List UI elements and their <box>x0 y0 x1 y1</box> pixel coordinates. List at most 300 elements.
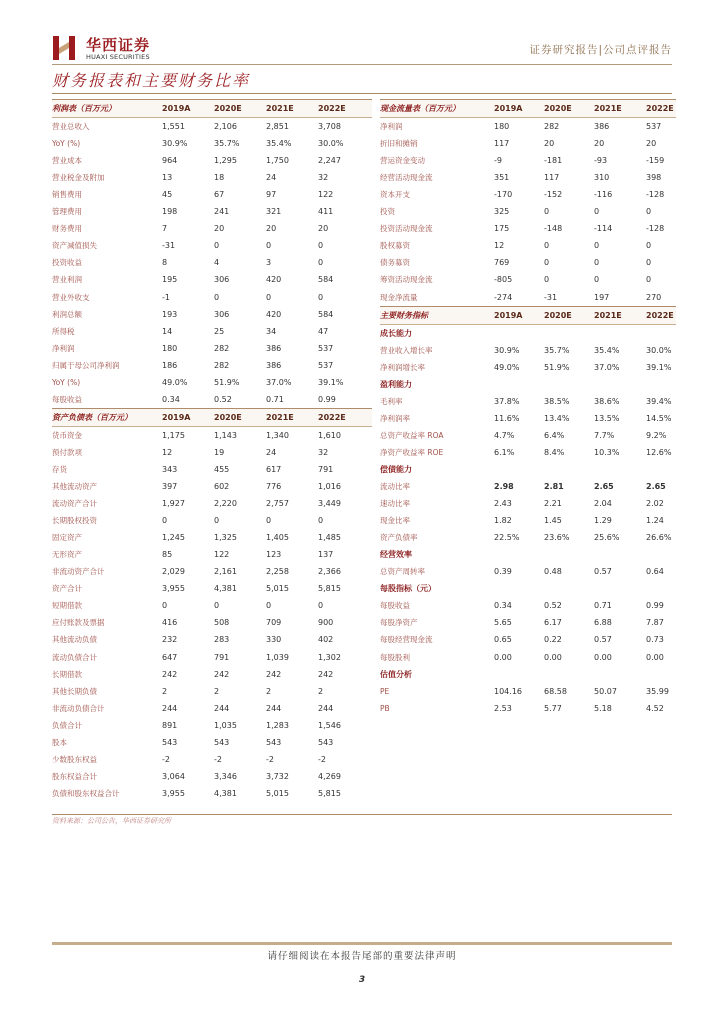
cell-value: 68.58 <box>544 686 567 696</box>
cell-value: 1.82 <box>494 516 512 526</box>
table-row <box>52 203 372 220</box>
cell-value: 2 <box>266 686 272 696</box>
table-subheader-row <box>380 325 676 342</box>
cell-value: 1,340 <box>266 430 289 440</box>
table-row <box>380 512 676 529</box>
cell-value: 964 <box>162 156 178 166</box>
cell-value: 1,175 <box>162 430 185 440</box>
row-label: 财务费用 <box>52 224 82 234</box>
cell-value: 38.6% <box>594 396 620 406</box>
row-label: 总资产周转率 <box>380 567 425 577</box>
cell-value: 584 <box>318 275 334 285</box>
row-label: 营业利润 <box>52 275 82 285</box>
cell-value: 306 <box>214 309 230 319</box>
cell-value: 39.1% <box>646 362 672 372</box>
table-subheader-row <box>380 546 676 563</box>
cell-value: 232 <box>162 635 178 645</box>
cell-value: 242 <box>162 669 178 679</box>
cell-value: 508 <box>214 618 230 628</box>
table-row <box>52 237 372 254</box>
table-subheader-row <box>380 376 676 393</box>
year-header: 2021E <box>266 104 294 113</box>
row-label: 速动比率 <box>380 499 410 509</box>
cell-value: 244 <box>318 703 334 713</box>
table-row <box>52 169 372 186</box>
cell-value: 23.6% <box>544 533 570 543</box>
table-row <box>52 374 372 391</box>
cell-value: 1,035 <box>214 720 237 730</box>
cell-value: 3,708 <box>318 122 341 132</box>
title-divider <box>52 93 672 94</box>
row-label: 少数股东权益 <box>52 754 97 764</box>
row-label: 长期股权投资 <box>52 516 97 526</box>
cell-value: 543 <box>266 737 282 747</box>
cell-value: 0.57 <box>594 635 612 645</box>
table-row <box>380 271 676 288</box>
cell-value: 5.18 <box>594 703 612 713</box>
cell-value: 242 <box>214 669 230 679</box>
cell-value: 22.5% <box>494 533 520 543</box>
table-subheader-row <box>380 461 676 478</box>
table-row <box>52 717 372 734</box>
cell-value: 0 <box>594 241 600 251</box>
table-row <box>52 444 372 461</box>
cell-value: 1,610 <box>318 430 341 440</box>
cell-value: 7.7% <box>594 430 615 440</box>
cell-value: 310 <box>594 173 610 183</box>
cell-value: 2,366 <box>318 567 341 577</box>
year-header: 2020E <box>544 310 572 320</box>
cell-value: 137 <box>318 550 334 560</box>
cell-value: 2,247 <box>318 156 341 166</box>
cell-value: 186 <box>162 360 178 370</box>
row-label: 管理费用 <box>52 207 82 217</box>
cell-value: 3,346 <box>214 771 237 781</box>
cell-value: 24 <box>266 173 277 183</box>
table-row <box>52 254 372 271</box>
cell-value: 241 <box>214 207 230 217</box>
cell-value: 0 <box>266 516 272 526</box>
cell-value: 0 <box>266 601 272 611</box>
cell-value: 791 <box>318 464 334 474</box>
table-row <box>52 186 372 203</box>
cell-value: 2,161 <box>214 567 237 577</box>
cell-value: 0.00 <box>544 652 562 662</box>
cell-value: -2 <box>162 754 170 764</box>
cell-value: 397 <box>162 482 178 492</box>
row-label: 每股收益 <box>380 601 410 611</box>
row-label: 每股股利 <box>380 652 410 662</box>
row-label: 资本开支 <box>380 190 410 200</box>
cell-value: 0 <box>646 258 652 268</box>
row-label: 净利润增长率 <box>380 362 425 372</box>
cell-value: 97 <box>266 190 277 200</box>
cell-value: 0 <box>318 258 324 268</box>
row-label: 营运资金变动 <box>380 156 425 166</box>
row-label: 长期借款 <box>52 669 82 679</box>
table-row <box>52 340 372 357</box>
cell-value: -93 <box>594 156 608 166</box>
cell-value: 0.65 <box>494 635 512 645</box>
table-row <box>380 410 676 427</box>
cell-value: 0 <box>594 275 600 285</box>
cell-value: -181 <box>544 156 563 166</box>
cell-value: 6.1% <box>494 447 515 457</box>
cell-value: 3,064 <box>162 771 185 781</box>
year-header: 2022E <box>318 104 346 113</box>
cell-value: 8 <box>162 258 168 268</box>
cell-value: 2.02 <box>646 499 664 509</box>
table-row <box>380 342 676 359</box>
table-row <box>52 563 372 580</box>
row-label: YoY (%) <box>52 377 81 387</box>
cell-value: 2,106 <box>214 122 237 132</box>
cell-value: 0 <box>318 241 324 251</box>
year-header: 2020E <box>214 104 242 113</box>
row-label: 股权募资 <box>380 241 410 251</box>
row-label: 其他长期负债 <box>52 686 97 696</box>
cell-value: 20 <box>544 139 555 149</box>
table-header-row <box>380 306 676 325</box>
row-label: 债务募资 <box>380 258 410 268</box>
cell-value: 3,955 <box>162 788 185 798</box>
cell-value: 242 <box>318 669 334 679</box>
cell-value: 0.22 <box>544 635 562 645</box>
row-label: 非流动负债合计 <box>52 703 105 713</box>
table-row <box>52 768 372 785</box>
cell-value: 5,015 <box>266 584 289 594</box>
cell-value: 0.34 <box>162 394 180 404</box>
cell-value: 5,815 <box>318 584 341 594</box>
cell-value: 416 <box>162 618 178 628</box>
row-label: 成长能力 <box>380 328 412 338</box>
cell-value: 282 <box>214 343 230 353</box>
cell-value: 282 <box>544 122 560 132</box>
cell-value: 0.64 <box>646 567 664 577</box>
table-row <box>52 306 372 323</box>
year-header: 2020E <box>544 104 572 113</box>
cell-value: 0 <box>162 601 168 611</box>
cell-value: 1,295 <box>214 156 237 166</box>
table-row <box>380 152 676 169</box>
cell-value: 6.17 <box>544 618 562 628</box>
cell-value: 0 <box>544 207 550 217</box>
row-label: PB <box>380 703 390 713</box>
cell-value: 0 <box>594 207 600 217</box>
cell-value: -805 <box>494 275 513 285</box>
page-header <box>52 30 672 64</box>
year-header: 2019A <box>494 310 523 320</box>
year-header: 2022E <box>318 412 346 422</box>
cell-value: 0.52 <box>544 601 562 611</box>
cell-value: 5.65 <box>494 618 512 628</box>
table-header-row <box>52 408 372 427</box>
cell-value: 3,732 <box>266 771 289 781</box>
cell-value: 8.4% <box>544 447 565 457</box>
table-row <box>380 289 676 306</box>
cell-value: 35.99 <box>646 686 669 696</box>
cell-value: 402 <box>318 635 334 645</box>
cell-value: 122 <box>318 190 334 200</box>
row-label: 筹资活动现金流 <box>380 275 433 285</box>
cell-value: 769 <box>494 258 510 268</box>
cell-value: 1,016 <box>318 482 341 492</box>
row-label: 投资收益 <box>52 258 82 268</box>
cell-value: 4,381 <box>214 788 237 798</box>
cell-value: 2,757 <box>266 499 289 509</box>
cell-value: -31 <box>544 292 558 302</box>
row-label: 每股净资产 <box>380 618 418 628</box>
report-type: 证券研究报告|公司点评报告 <box>529 44 672 56</box>
cell-value: 325 <box>494 207 510 217</box>
cell-value: 39.1% <box>318 377 344 387</box>
cell-value: 543 <box>214 737 230 747</box>
table-row <box>380 631 676 648</box>
cell-value: 35.4% <box>594 345 620 355</box>
right-financial-table <box>380 99 676 717</box>
row-label: 净资产收益率 ROE <box>380 447 444 457</box>
table-row <box>380 478 676 495</box>
cell-value: 4,381 <box>214 584 237 594</box>
row-label: 现金比率 <box>380 516 410 526</box>
row-label: 每股指标（元） <box>380 584 436 594</box>
cell-value: 2.65 <box>594 482 614 492</box>
page-number: 3 <box>358 975 366 985</box>
row-label: 折旧和摊销 <box>380 139 418 149</box>
cell-value: 12 <box>494 241 505 251</box>
cell-value: 647 <box>162 652 178 662</box>
cell-value: 244 <box>214 703 230 713</box>
cell-value: -170 <box>494 190 513 200</box>
left-financial-table <box>52 99 372 802</box>
year-header: 2019A <box>162 412 191 422</box>
cell-value: 2 <box>214 686 220 696</box>
table-header-row <box>380 99 676 118</box>
cell-value: 0 <box>266 292 272 302</box>
cell-value: 1,302 <box>318 652 341 662</box>
cell-value: 776 <box>266 482 282 492</box>
cell-value: -1 <box>162 292 170 302</box>
cell-value: 244 <box>266 703 282 713</box>
table-row <box>52 785 372 802</box>
row-label: 应付账款及票据 <box>52 618 105 628</box>
cell-value: 2,851 <box>266 122 289 132</box>
cell-value: -9 <box>494 156 502 166</box>
table-row <box>52 323 372 340</box>
row-label: YoY (%) <box>52 139 81 149</box>
cell-value: 0 <box>318 601 324 611</box>
row-label: 资产负债率 <box>380 533 418 543</box>
header-divider <box>52 64 672 65</box>
row-label: 盈利能力 <box>380 379 412 389</box>
cell-value: 104.16 <box>494 686 522 696</box>
cell-value: 50.07 <box>594 686 617 696</box>
cell-value: -128 <box>646 224 665 234</box>
table-row <box>52 683 372 700</box>
cell-value: 0.00 <box>646 652 664 662</box>
cell-value: 0.00 <box>494 652 512 662</box>
cell-value: 175 <box>494 224 510 234</box>
cell-value: 0 <box>544 275 550 285</box>
table-row <box>52 580 372 597</box>
row-label: 营业收入增长率 <box>380 345 433 355</box>
cell-value: 0.00 <box>594 652 612 662</box>
cell-value: -2 <box>214 754 222 764</box>
row-label: 偿债能力 <box>380 464 412 474</box>
cell-value: 35.4% <box>266 139 292 149</box>
table-row <box>380 254 676 271</box>
cell-value: 34 <box>266 326 277 336</box>
row-label: 净利润 <box>380 122 403 132</box>
row-label: 毛利率 <box>380 396 403 406</box>
table-row <box>380 237 676 254</box>
table-row <box>52 427 372 444</box>
cell-value: 198 <box>162 207 178 217</box>
year-header: 2021E <box>266 412 294 422</box>
row-label: 营业总收入 <box>52 122 90 132</box>
cell-value: -2 <box>318 754 326 764</box>
section-title: 财务报表和主要财务比率 <box>52 71 251 90</box>
row-label: 营业税金及附加 <box>52 173 105 183</box>
logo-english-name: HUAXI SECURITIES <box>86 53 150 61</box>
cell-value: 30.9% <box>162 139 188 149</box>
cell-value: 20 <box>594 139 605 149</box>
cell-value: 4 <box>214 258 220 268</box>
cell-value: 0 <box>646 275 652 285</box>
cell-value: 0 <box>214 601 220 611</box>
row-label: 现金流量表（百万元） <box>380 104 460 113</box>
table-row <box>380 359 676 376</box>
cell-value: 26.6% <box>646 533 672 543</box>
table-row <box>380 529 676 546</box>
cell-value: 117 <box>544 173 560 183</box>
cell-value: 1,546 <box>318 720 341 730</box>
cell-value: 2,220 <box>214 499 237 509</box>
cell-value: 4.7% <box>494 430 515 440</box>
row-label: 非流动资产合计 <box>52 567 105 577</box>
cell-value: 1.29 <box>594 516 612 526</box>
table-row <box>52 631 372 648</box>
cell-value: 537 <box>318 343 334 353</box>
row-label: 负债合计 <box>52 720 82 730</box>
cell-value: 32 <box>318 173 329 183</box>
table-subheader-row <box>380 580 676 597</box>
table-row <box>380 563 676 580</box>
row-label: 存货 <box>52 464 67 474</box>
cell-value: 343 <box>162 464 178 474</box>
cell-value: 0.99 <box>318 394 336 404</box>
cell-value: 1,143 <box>214 430 237 440</box>
cell-value: 455 <box>214 464 230 474</box>
cell-value: 0 <box>646 241 652 251</box>
cell-value: 7 <box>162 224 168 234</box>
cell-value: 0 <box>594 258 600 268</box>
cell-value: 123 <box>266 550 282 560</box>
table-row <box>52 751 372 768</box>
cell-value: 2 <box>162 686 168 696</box>
row-label: 每股经营现金流 <box>380 635 433 645</box>
cell-value: 0.48 <box>544 567 562 577</box>
cell-value: 617 <box>266 464 282 474</box>
cell-value: 2.81 <box>544 482 564 492</box>
table-row <box>52 512 372 529</box>
table-row <box>52 391 372 408</box>
cell-value: 35.7% <box>544 345 570 355</box>
cell-value: 5.77 <box>544 703 562 713</box>
cell-value: 411 <box>318 207 334 217</box>
table-row <box>380 683 676 700</box>
row-label: 归属于母公司净利润 <box>52 360 120 370</box>
cell-value: 0 <box>214 241 220 251</box>
cell-value: 20 <box>214 224 225 234</box>
cell-value: 543 <box>318 737 334 747</box>
cell-value: 0 <box>646 207 652 217</box>
row-label: 净利润 <box>52 343 75 353</box>
huaxi-logo-icon <box>52 34 76 62</box>
cell-value: 1,245 <box>162 533 185 543</box>
cell-value: 0.71 <box>266 394 284 404</box>
cell-value: 0 <box>544 241 550 251</box>
cell-value: 45 <box>162 190 173 200</box>
row-label: 投资活动现金流 <box>380 224 433 234</box>
cell-value: 0.39 <box>494 567 512 577</box>
table-row <box>52 152 372 169</box>
cell-value: 306 <box>214 275 230 285</box>
row-label: 销售费用 <box>52 190 82 200</box>
cell-value: 4.52 <box>646 703 664 713</box>
cell-value: 602 <box>214 482 230 492</box>
table-row <box>380 614 676 631</box>
row-label: 无形资产 <box>52 550 82 560</box>
cell-value: 386 <box>266 343 282 353</box>
row-label: 预付款项 <box>52 447 82 457</box>
table-row <box>380 203 676 220</box>
cell-value: 2,029 <box>162 567 185 577</box>
cell-value: 20 <box>318 224 329 234</box>
table-row <box>380 700 676 717</box>
cell-value: 1,039 <box>266 652 289 662</box>
year-header: 2020E <box>214 412 242 422</box>
cell-value: 20 <box>646 139 657 149</box>
table-row <box>380 118 676 135</box>
row-label: 负债和股东权益合计 <box>52 788 120 798</box>
table-row <box>52 289 372 306</box>
cell-value: 2.53 <box>494 703 512 713</box>
cell-value: 32 <box>318 447 329 457</box>
cell-value: 12 <box>162 447 173 457</box>
cell-value: 2,258 <box>266 567 289 577</box>
cell-value: 0 <box>162 516 168 526</box>
table-header-row <box>52 99 372 118</box>
cell-value: 1,283 <box>266 720 289 730</box>
cell-value: 543 <box>162 737 178 747</box>
row-label: 经营活动现金流 <box>380 173 433 183</box>
legal-notice: 请仔细阅读在本报告尾部的重要法律声明 <box>267 951 457 962</box>
row-label: 总资产收益率 ROA <box>380 430 444 440</box>
cell-value: 49.0% <box>494 362 520 372</box>
table-row <box>52 461 372 478</box>
table-row <box>380 220 676 237</box>
table-row <box>380 495 676 512</box>
cell-value: 270 <box>646 292 662 302</box>
cell-value: 1,485 <box>318 533 341 543</box>
cell-value: 9.2% <box>646 430 667 440</box>
row-label: 投资 <box>380 207 395 217</box>
row-label: 其他流动负债 <box>52 635 97 645</box>
row-label: 资产减值损失 <box>52 241 97 251</box>
cell-value: 6.88 <box>594 618 612 628</box>
table-bottom-divider <box>52 814 672 815</box>
